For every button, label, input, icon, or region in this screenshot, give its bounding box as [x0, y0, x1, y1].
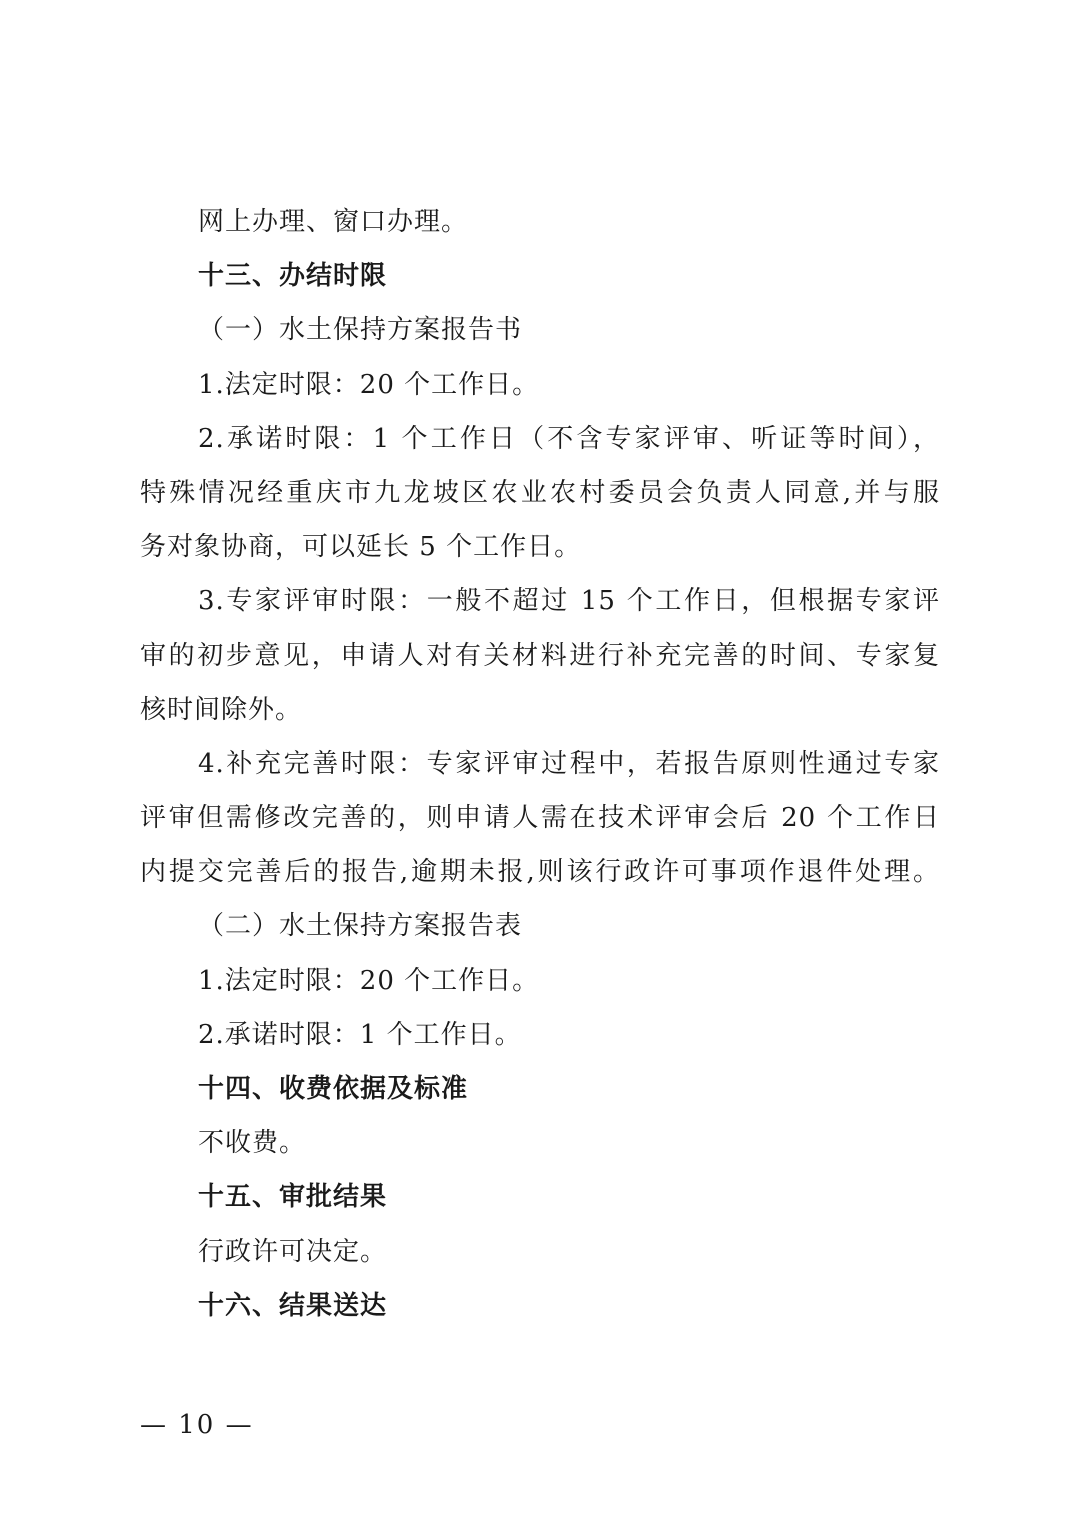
paragraph-line: 审的初步意见，申请人对有关材料进行补充完善的时间、专家复: [140, 640, 940, 671]
subsection-heading: （一）水土保持方案报告书: [198, 315, 523, 346]
paragraph-line: 特殊情况经重庆市九龙坡区农业农村委员会负责人同意,并与服: [140, 477, 940, 508]
section-heading: 十六、结果送达: [198, 1290, 388, 1321]
paragraph-line: 网上办理、窗口办理。: [198, 207, 469, 237]
page-number: — 10 —: [140, 1410, 254, 1440]
paragraph-line: 内提交完善后的报告,逾期未报,则该行政许可事项作退件处理。: [140, 857, 940, 888]
section-heading: 十三、办结时限: [198, 261, 388, 292]
paragraph-line: 行政许可决定。: [198, 1236, 388, 1267]
paragraph-line: 3.专家评审时限：一般不超过 15 个工作日，但根据专家评: [198, 586, 940, 617]
subsection-heading: （二）水土保持方案报告表: [198, 911, 523, 942]
paragraph-line: 2.承诺时限：1 个工作日（不含专家评审、听证等时间），: [198, 423, 940, 454]
paragraph-line: 2.承诺时限：1 个工作日。: [198, 1019, 522, 1050]
paragraph-line: 务对象协商，可以延长 5 个工作日。: [140, 532, 582, 563]
section-heading: 十五、审批结果: [198, 1182, 388, 1213]
paragraph-line: 1.法定时限：20 个工作日。: [198, 369, 540, 400]
paragraph-line: 4.补充完善时限：专家评审过程中，若报告原则性通过专家: [198, 748, 940, 779]
paragraph-line: 核时间除外。: [140, 694, 303, 725]
paragraph-line: 1.法定时限：20 个工作日。: [198, 965, 540, 996]
section-heading: 十四、收费依据及标准: [198, 1074, 469, 1104]
document-body: [140, 195, 940, 1333]
paragraph-line: 评审但需修改完善的，则申请人需在技术评审会后 20 个工作日: [140, 803, 940, 834]
paragraph-line: 不收费。: [198, 1128, 307, 1159]
